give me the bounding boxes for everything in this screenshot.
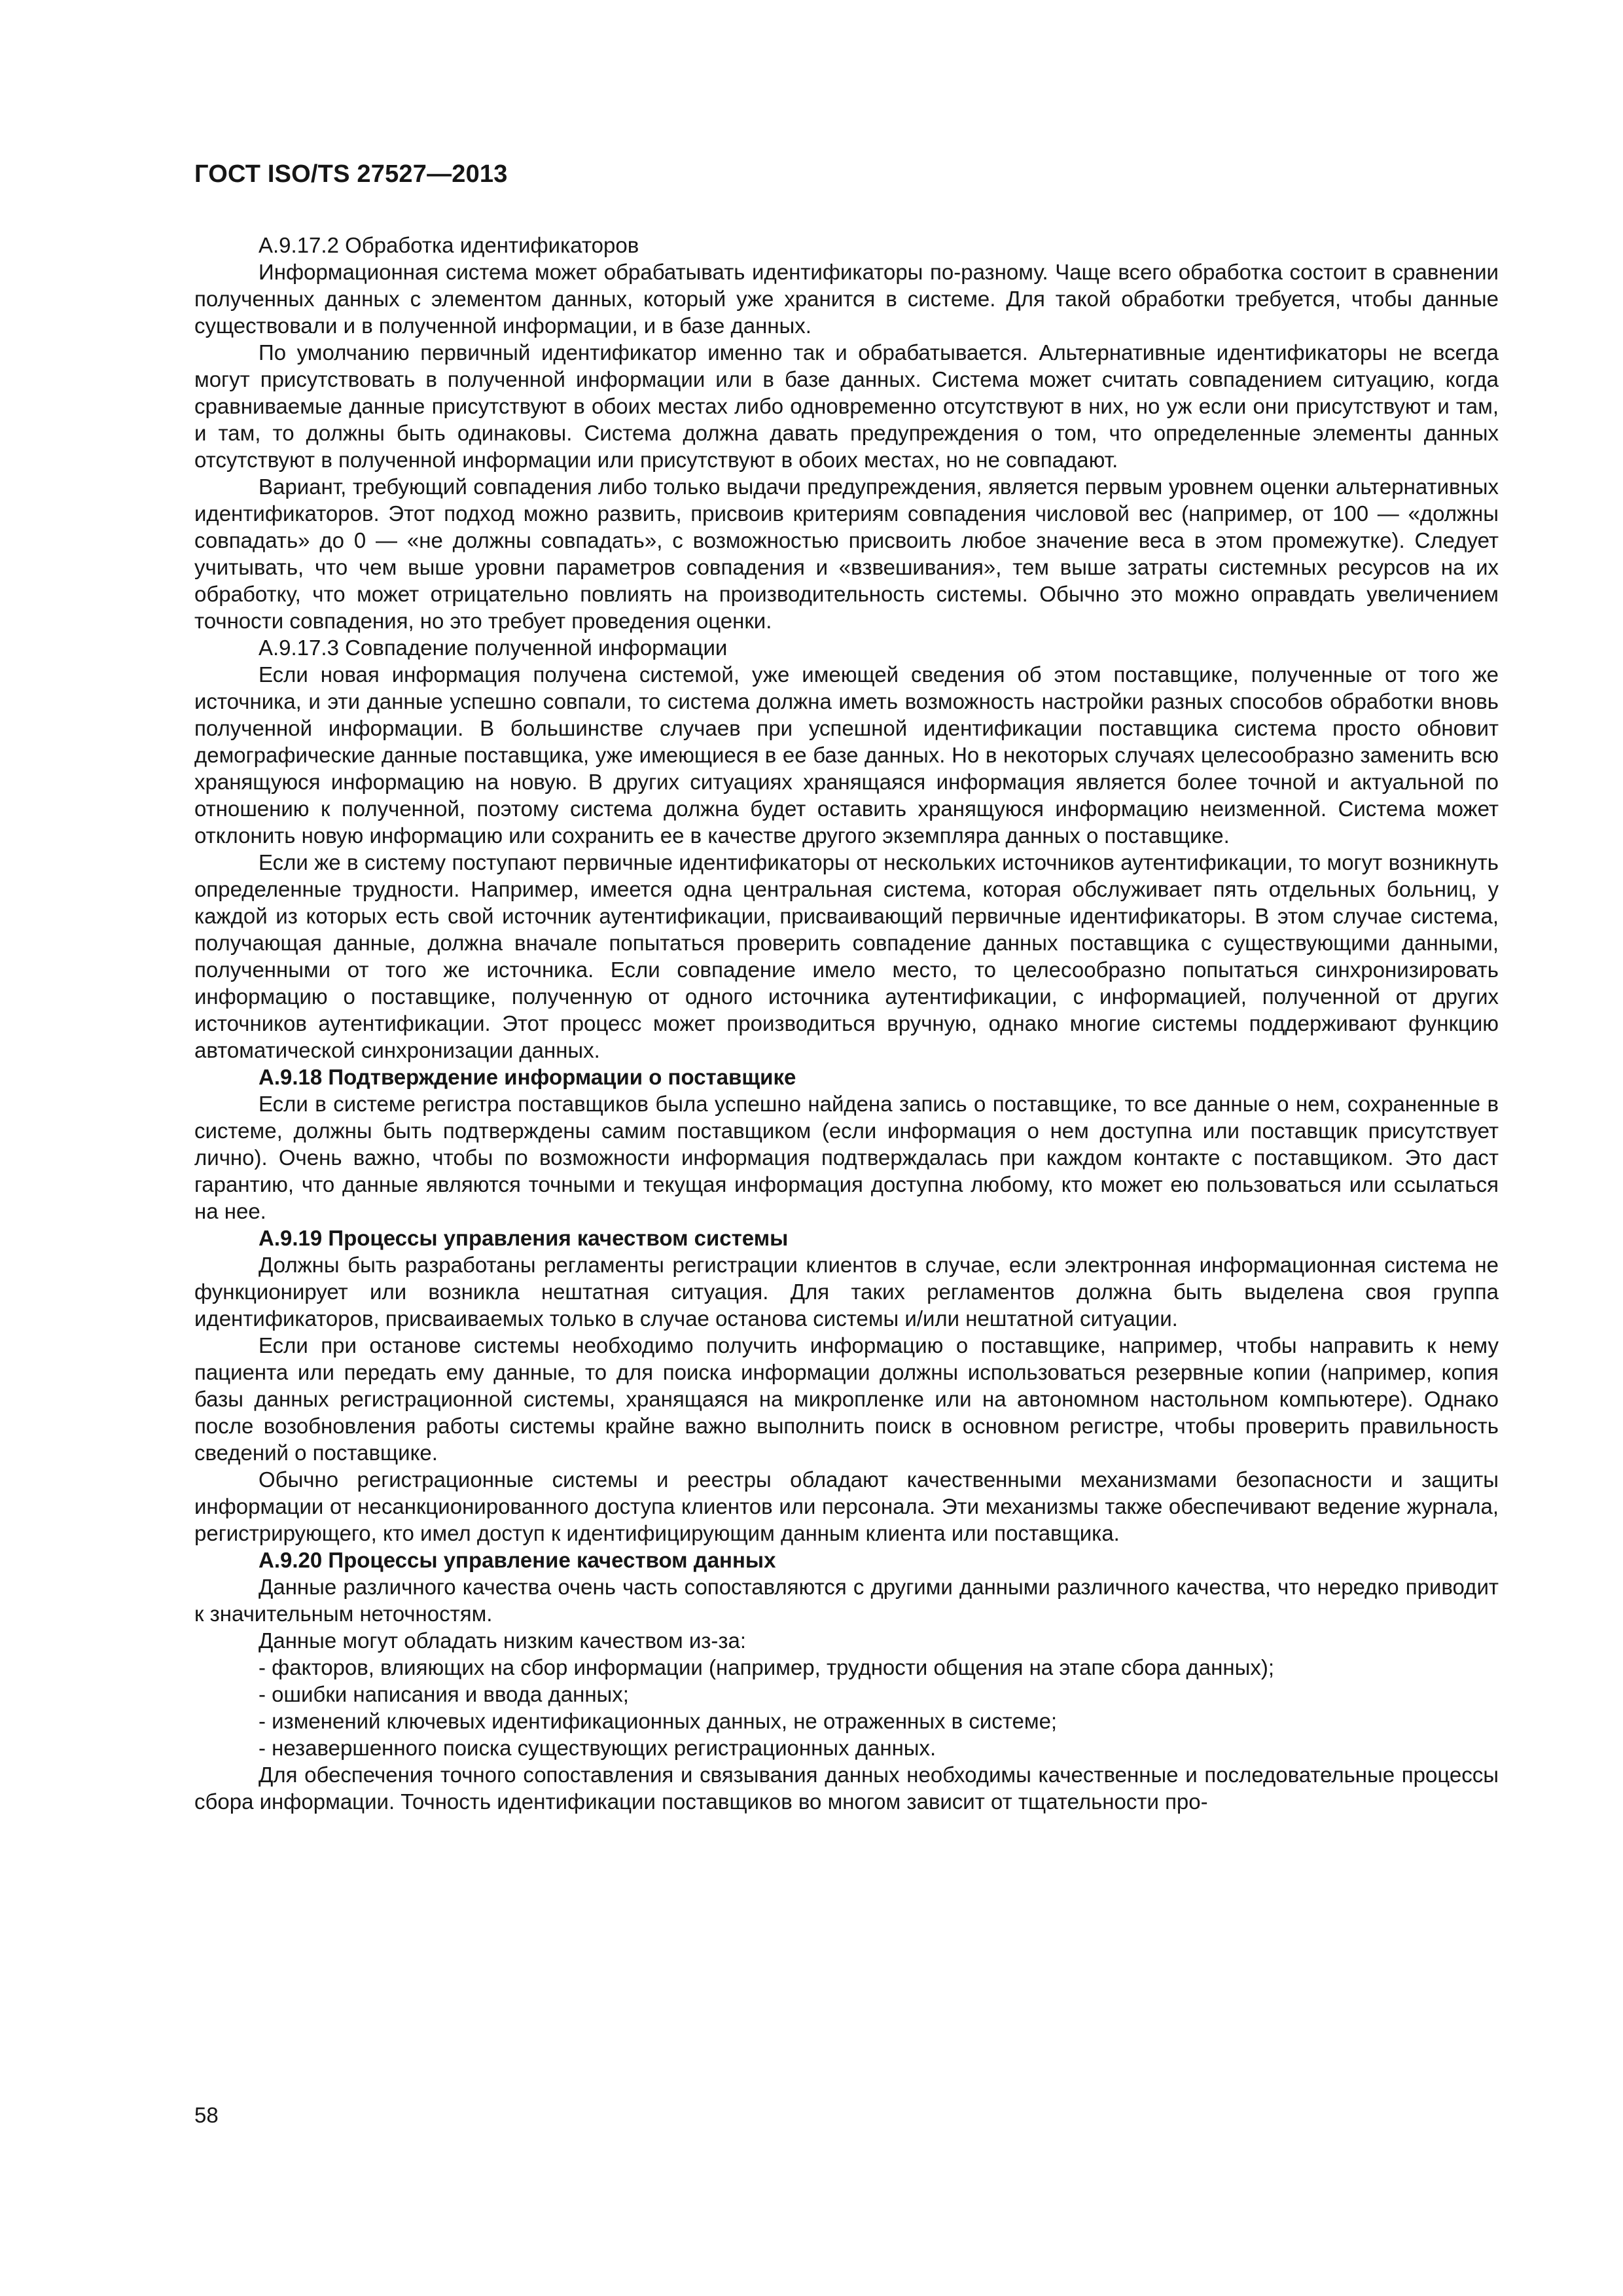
list-item: - незавершенного поиска существующих регистрационных данных. — [259, 1736, 936, 1760]
list-item: - факторов, влияющих на сбор информации (например, трудности общения на этапе сбора данных); — [259, 1655, 1274, 1679]
paragraph: Если же в систему поступают первичные идентификаторы от нескольких источников аутентификации, то могут возникнуть определенные трудности. Например, имеется одна центральная система, которая обслуживает пять отдельных больниц, у каждой из которых есть свой источник аутентификации, присваивающий первичные идентификаторы. В этом случае система, получающая данные, должна вначале попытаться проверить совпадение данных поставщика с существующими данными, полученными от того же источника. Если совпадение имело место, то целесообразно попытаться синхронизировать информацию о поставщике, полученную от одного источника аутентификации, с информацией, полученной от других источников аутентификации. Этот процесс может производиться вручную, однако многие системы поддерживают функцию автоматической синхронизации данных. — [194, 850, 1499, 1062]
page-number: 58 — [194, 2103, 219, 2127]
paragraph: Если новая информация получена системой, уже имеющей сведения об этом поставщике, полученные от того же источника, и эти данные успешно совпали, то система должна иметь возможность настройки разных способов обработки вновь полученной информации. В большинстве случаев при успешной идентификации поставщика система просто обновит демографические данные поставщика, уже имеющиеся в ее базе данных. Но в некоторых случаях целесообразно заменить всю хранящуюся информацию на новую. В других ситуациях хранящаяся информация является более точной и актуальной по отношению к полученной, поэтому система должна будет оставить хранящуюся информацию неизменной. Система может отклонить новую информацию или сохранить ее в качестве другого экземпляра данных о поставщике. — [194, 662, 1499, 848]
paragraph: Если при останове системы необходимо получить информацию о поставщике, например, чтобы направить к нему пациента или передать ему данные, то для поиска информации должны использоваться резервные копии (например, копия базы данных регистрационной системы, хранящаяся на микропленке или на автономном настольном компьютере). Однако после возобновления работы системы крайне важно выполнить поиск в основном регистре, чтобы проверить правильность сведений о поставщике. — [194, 1333, 1499, 1465]
section-heading: А.9.19 Процессы управления качеством системы — [259, 1226, 789, 1250]
paragraph: Вариант, требующий совпадения либо только выдачи предупреждения, является первым уровнем оценки альтернативных идентификаторов. Этот подход можно развить, присвоив критериям совпадения числовой вес (например, от 100 — «должны совпадать» до 0 — «не должны совпадать», с возможностью присвоить любое значение веса в этом промежутке). Следует учитывать, что чем выше уровни параметров совпадения и «взвешивания», тем выше затраты системных ресурсов на их обработку, что может отрицательно повлиять на производительность системы. Обычно это можно оправдать увеличением точности совпадения, но это требует проведения оценки. — [194, 475, 1499, 633]
list-item: - изменений ключевых идентификационных данных, не отраженных в системе; — [259, 1709, 1058, 1733]
section-heading: А.9.18 Подтверждение информации о поставщике — [259, 1065, 796, 1089]
subsection-title: А.9.17.2 Обработка идентификаторов — [259, 233, 639, 257]
paragraph: Обычно регистрационные системы и реестры обладают качественными механизмами безопасности и защиты информации от несанкционированного доступа клиентов или персонала. Эти механизмы также обеспечивают ведение журнала, регистрирующего, кто имел доступ к идентифицирующим данным клиента или поставщика. — [194, 1467, 1499, 1545]
paragraph: Информационная система может обрабатывать идентификаторы по-разному. Чаще всего обработка состоит в сравнении полученных данных с элементом данных, который уже хранится в системе. Для такой обработки требуется, чтобы данные существовали и в полученной информации, и в базе данных. — [194, 260, 1499, 338]
subsection-title: А.9.17.3 Совпадение полученной информации — [259, 636, 728, 660]
paragraph: Если в системе регистра поставщиков была успешно найдена запись о поставщике, то все данные о нем, сохраненные в системе, должны быть подтверждены самим поставщиком (если информация о нем доступна или поставщик присутствует лично). Очень важно, чтобы по возможности информация подтверждалась при каждом контакте с поставщиком. Это даст гарантию, что данные являются точными и текущая информация доступна любому, кто может ею пользоваться или ссылаться на нее. — [194, 1092, 1499, 1223]
list-item: - ошибки написания и ввода данных; — [259, 1682, 629, 1706]
document-header: ГОСТ ISO/TS 27527—2013 — [194, 160, 508, 188]
paragraph: Для обеспечения точного сопоставления и связывания данных необходимы качественные и последовательные процессы сбора информации. Точность идентификации поставщиков во многом зависит от тщательности про- — [194, 1763, 1499, 1814]
section-heading: А.9.20 Процессы управление качеством данных — [259, 1548, 776, 1572]
paragraph: Данные различного качества очень часть сопоставляются с другими данными различного качества, что нередко приводит к значительным неточностям. — [194, 1575, 1499, 1626]
paragraph: По умолчанию первичный идентификатор именно так и обрабатывается. Альтернативные идентификаторы не всегда могут присутствовать в полученной информации или в базе данных. Система может считать совпадением ситуацию, когда сравниваемые данные присутствуют в обоих местах либо одновременно отсутствуют в них, но уж если они присутствуют и там, и там, то должны быть одинаковы. Система должна давать предупреждения о том, что определенные элементы данных отсутствуют в полученной информации или присутствуют в обоих местах, но не совпадают. — [194, 340, 1499, 472]
paragraph: Должны быть разработаны регламенты регистрации клиентов в случае, если электронная информационная система не функционирует или возникла нештатная ситуация. Для таких регламентов должна быть выделена своя группа идентификаторов, присваиваемых только в случае останова системы и/или нештатной ситуации. — [194, 1253, 1499, 1331]
paragraph: Данные могут обладать низким качеством из-за: — [259, 1628, 747, 1653]
document-body — [194, 232, 1499, 1815]
